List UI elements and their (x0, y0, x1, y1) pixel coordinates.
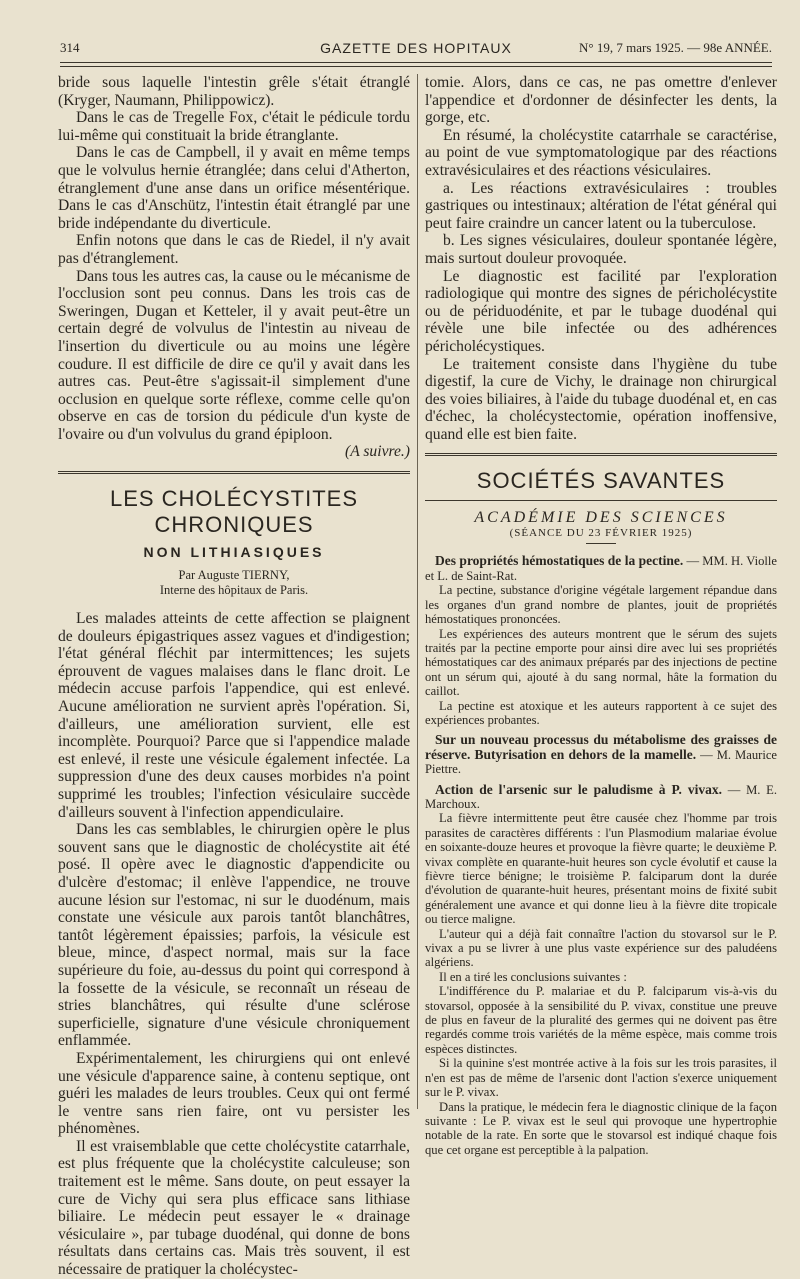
issue-info: N° 19, 7 mars 1925. — 98e ANNÉE. (579, 40, 772, 55)
article-body (58, 610, 410, 1279)
short-rule (586, 543, 616, 544)
article-title: LES CHOLÉCYSTITES CHRONIQUES (109, 486, 359, 538)
paragraph: Dans la pratique, le médecin fera le diagnostic clinique de la façon suivante : Le P. vivax est le seul qui provoque une hypertrophie notable de la rate. En sorte que le stovarsol est indiqué chaque fois que cet organe est perceptible à la palpation. (425, 1099, 777, 1157)
paragraph: Dans tous les autres cas, la cause ou le mécanisme de l'occlusion sont peu connus. Dans les trois cas de Sweringen, Dugan et Ketteler, il y avait peut-être un certain degré de volvulus de l'intestin au niveau de l'insertion du diverticule ou au moins une légère coudure. Il est difficile de dire ce qu'il y avait dans les autres cas. Peut-être s'agissait-il simplement d'une occlusion en quelque sorte réflexe, comme celle qu'on observe en cas de torsion du pédicule d'un kyste de l'ovaire ou d'un volvulus du grand épiploon. (58, 267, 410, 443)
right-column (425, 74, 777, 1157)
page-number: 314 (60, 40, 80, 55)
session-date: (SÉANCE DU 23 FÉVRIER 1925) (509, 527, 693, 540)
paragraph: Dans le cas de Tregelle Fox, c'était le pédicule tordu lui-même qui constituait la bride étranglante. (58, 109, 410, 144)
to-be-continued: (A suivre.) (345, 443, 410, 461)
article-separator (58, 471, 410, 474)
paragraph: bride sous laquelle l'intestin grêle s'était étranglé (Kryger, Naumann, Philippowicz). (58, 74, 410, 109)
header-rule-2 (60, 66, 772, 67)
paragraph: Les malades atteints de cette affection se plaignent de douleurs épigastriques assez vagues et d'indigestion; l'état général fléchit par intermittences; les sujets éprouvent de vagues malaises dans le flanc droit. Le médecin accuse parfois l'appendice, qui est enlevé. Aucune amélioration ne survient après l'opération. Si, d'ailleurs, une amélioration survient, elle est incomplète. Pourquoi? Parce que si l'appendice malade est enlevé, il reste une vésicule également infectée. La suppression d'une des deux causes morbides n'a point supprimé les troubles; l'infection vésiculaire succède d'ailleurs souvent à l'infection appendiculaire. (58, 610, 410, 821)
section-rule (425, 500, 777, 501)
report-title: Action de l'arsenic sur le paludisme à P. vivax. (435, 781, 722, 797)
report-authors: — MM. H. Violle et L. de Saint-Rat. (425, 554, 777, 583)
paragraph: b. Les signes vésiculaires, douleur spontanée légère, mais surtout douleur provoquée. (425, 232, 777, 267)
header-rule (60, 62, 772, 63)
paragraph: Il est vraisemblable que cette cholécystite catarrhale, est plus fréquente que la cholécystite calculeuse; son traitement est le même. Sans doute, on peut essayer la cure de Vichy qui sera plus efficace sans lithiase biliaire. Le médecin peut essayer le « drainage vésiculaire », par tubage duodénal, qui donne de bons résultats dans certains cas. Mais très souvent, il est nécessaire de pratiquer la cholécystec- (58, 1137, 410, 1279)
paragraph: Les expériences des auteurs montrent que le sérum des sujets traités par la pectine emporte pour ainsi dire avec lui ses propriétés hémostatiques car des animaux préparés par des injections de pectine ont un sérum qui, ajouté à du sang normal, hâte la formation du caillot. (425, 626, 777, 699)
report-title: Des propriétés hémostatiques de la pectine. (435, 553, 684, 569)
column-divider (417, 74, 418, 1109)
paragraph: Le traitement consiste dans l'hygiène du tube digestif, la cure de Vichy, le drainage non chirurgical des voies biliaires, à l'aide du tubage duodénal et, en cas d'échec, la cholécystectomie, opération inoffensive, quand elle est bien faite. (425, 355, 777, 443)
paragraph: Dans le cas de Campbell, il y avait en même temps que le volvulus hernie étranglée; dans celui d'Atherton, étranglement d'une anse dans un orifice mésentérique. Dans le cas d'Anschütz, l'intestin était étranglé par une bride indépendante du diverticule. (58, 144, 410, 232)
paragraph: La pectine, substance d'origine végétale largement répandue dans les organes d'un grand nombre de plantes, jouit de propriétés hémostatiques prononcées. (425, 583, 777, 627)
report-authors: — M. E. Marchoux. (425, 782, 777, 811)
journal-title: GAZETTE DES HOPITAUX (320, 40, 512, 56)
paragraph: La pectine est atoxique et les auteurs rapportent à ce sujet des expériences probantes. (425, 698, 777, 727)
paragraph: La fièvre intermittente peut être causée chez l'homme par trois parasites de caractères différents : l'un Plasmodium malariae évolue en soixante-douze heures et provoque la fièvre quarte; le deuxième P. vivax complète en quarante-huit heures son cycle évolutif et cause la fièvre tierce bénigne; le troisième P. falciparum dont la durée d'évolution de quarante-huit heures, présentant moins de fixité subit généralement une avance et qui donne lieu à la fièvre dite tropicale ou tierce maligne. (425, 811, 777, 927)
paragraph: Le diagnostic est facilité par l'exploration radiologique qui montre des signes de péricholécystite ou de périduodénite, et par le tubage duodénal qui révèle une bile infectée ou des adhérences péricholécystiques. (425, 267, 777, 355)
paragraph: L'auteur qui a déjà fait connaître l'action du stovarsol sur le P. vivax a pu se livrer à une plus vaste expérience sur des paludéens algériens. (425, 926, 777, 970)
paragraph: L'indifférence du P. malariae et du P. falciparum vis-à-vis du stovarsol, opposée à la sensibilité du P. vivax, constitue une preuve de plus en faveur de la pluralité des germes qui ne doivent pas être regardés comme trois variétés de la même espèce, mais comme trois espèces distinctes. (425, 984, 777, 1056)
page-header (60, 40, 772, 62)
society-reports (425, 554, 777, 1157)
report-authors: — M. Maurice Piettre. (425, 747, 777, 777)
continued-article (58, 74, 410, 461)
report-heading (425, 783, 777, 812)
paragraph: Dans les cas semblables, le chirurgien opère le plus souvent sans que le diagnostic de cholécystite ait été posé. Il opère avec le diagnostic d'appendicite ou d'ulcère d'estomac; il enlève l'appendice, ne trouve aucune lésion sur l'estomac, ni sur le duodénum, mais constate une vésicule aux parois tantôt blanchâtres, tantôt légèrement épaissies; parfois, la vésicule est bleue, mince, d'aspect normal, mais sur la face supérieure du foie, au-dessus du point qui correspond à la fossette de la vésicule, se reconnaît un réseau de stries blanchâtres, qui résulte d'une sclérose superficielle, signature d'une vésicule chroniquement enflammée. (58, 821, 410, 1050)
report-heading (425, 554, 777, 583)
article-byline (58, 568, 410, 598)
left-column (58, 74, 410, 1279)
paragraph: Si la quinine s'est montrée active à la fois sur les trois parasites, il n'en est pas de même de l'arsenic dont l'action s'exerce uniquement sur le P. vivax. (425, 1056, 777, 1100)
section-separator (425, 453, 777, 456)
paragraph: En résumé, la cholécystite catarrhale se caractérise, au point de vue symptomatologique par des réactions extravésiculaires et des réactions vésiculaires. (425, 126, 777, 179)
academy-name: ACADÉMIE DES SCIENCES (474, 509, 728, 527)
article-continuation (425, 74, 777, 443)
author: Par Auguste TIERNY, (178, 568, 290, 583)
section-title: SOCIÉTÉS SAVANTES (476, 468, 726, 494)
paragraph: a. Les réactions extravésiculaires : troubles gastriques ou intestinaux; altération de l'état général qui peut faire craindre un cancer latent ou la tuberculose. (425, 179, 777, 232)
report-title: Sur un nouveau processus du métabolisme des graisses de réserve. Butyrisation en dehors de la mamelle. (425, 732, 777, 762)
author-affiliation: Interne des hôpitaux de Paris. (159, 583, 309, 598)
report-heading (425, 733, 777, 776)
article-subtitle: NON LITHIASIQUES (143, 544, 325, 561)
paragraph: Expérimentalement, les chirurgiens qui ont enlevé une vésicule d'apparence saine, à contenu septique, ont guéri les malades de leurs troubles. Ceux qui ont fermé le ventre sans rien faire, ont vu persister les phénomènes. (58, 1049, 410, 1138)
paragraph: tomie. Alors, dans ce cas, ne pas omettre d'enlever l'appendice et d'ordonner de désinfecter les dents, la gorge, etc. (425, 74, 777, 127)
paragraph: Enfin notons que dans le cas de Riedel, il n'y avait pas d'étranglement. (58, 232, 410, 267)
paragraph: Il en a tiré les conclusions suivantes : (439, 969, 627, 984)
